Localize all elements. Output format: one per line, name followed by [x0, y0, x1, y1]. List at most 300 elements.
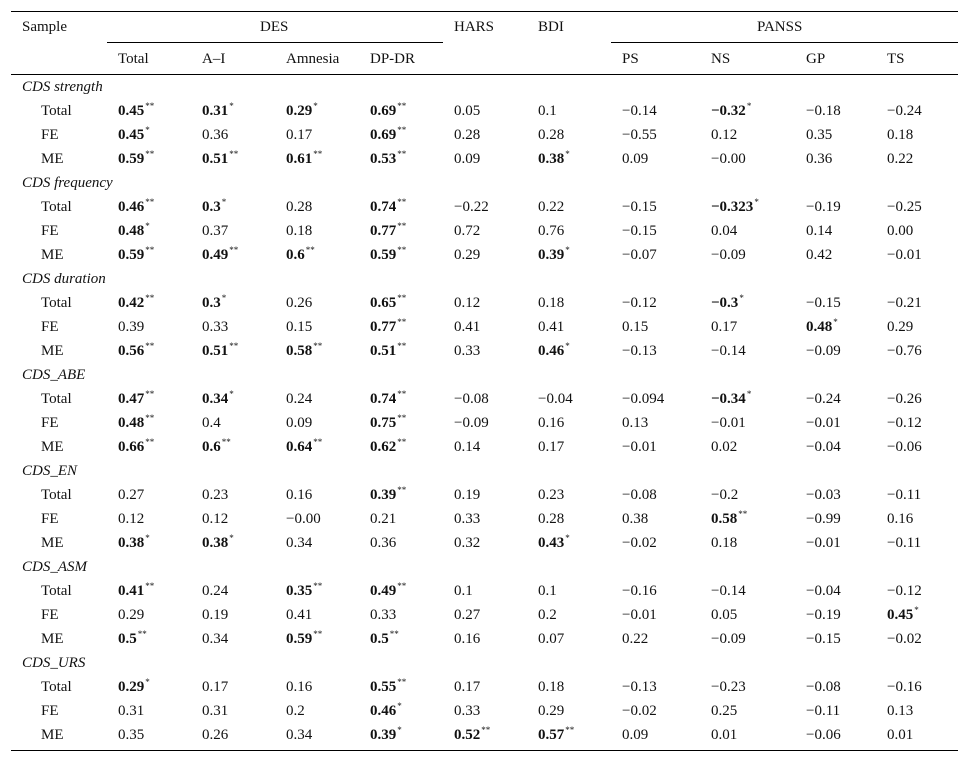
- table-cell: [286, 485, 312, 505]
- cell-value: −0.15: [622, 199, 657, 215]
- significance-marker: **: [145, 293, 155, 303]
- cell-value: −0.22: [454, 199, 489, 215]
- table-cell: [711, 389, 751, 409]
- significance-marker: **: [313, 629, 323, 639]
- row-label: ME: [41, 343, 64, 359]
- table-cell: [454, 197, 489, 217]
- section-title: CDS_ASM: [22, 559, 87, 575]
- table-cell: [202, 581, 228, 601]
- cell-value: 0.3: [202, 199, 221, 215]
- col-header-total: Total: [118, 51, 149, 67]
- cell-value: −0.16: [622, 583, 657, 599]
- table-cell: [887, 125, 913, 145]
- table-cell: [538, 533, 570, 553]
- table-cell: [286, 317, 312, 337]
- table-cell: [806, 389, 841, 409]
- cell-value: 0.26: [286, 295, 313, 311]
- cell-value: 0.41: [454, 319, 481, 335]
- significance-marker: *: [145, 221, 150, 231]
- row-label: Total: [41, 199, 72, 215]
- table-cell: [370, 629, 399, 649]
- cell-value: 0.2: [538, 607, 557, 623]
- table-cell: [118, 605, 144, 625]
- cell-value: −0.02: [622, 535, 657, 551]
- sample-header: Sample: [22, 19, 67, 35]
- cell-value: 0.33: [454, 703, 481, 719]
- table-cell: [286, 437, 322, 457]
- row-label: FE: [41, 415, 59, 431]
- table-cell: [202, 533, 234, 553]
- significance-marker: *: [833, 317, 838, 327]
- cell-value: 0.56: [118, 343, 145, 359]
- table-cell: [202, 725, 228, 745]
- table-cell: [202, 437, 231, 457]
- table-cell: [286, 389, 312, 409]
- table-cell: [286, 725, 312, 745]
- table-cell: [806, 221, 832, 241]
- table-cell: [711, 197, 759, 217]
- table-cell: [538, 197, 564, 217]
- significance-marker: **: [397, 101, 407, 111]
- table-cell: [622, 413, 648, 433]
- table-cell: [118, 533, 150, 553]
- cell-value: −0.24: [887, 103, 922, 119]
- table-cell: [711, 677, 746, 697]
- table-cell: [202, 101, 234, 121]
- cell-value: −0.11: [887, 535, 922, 551]
- cell-value: −0.09: [806, 343, 841, 359]
- table-cell: [202, 509, 228, 529]
- cell-value: −0.11: [806, 703, 841, 719]
- cell-value: 0.59: [370, 247, 397, 263]
- significance-marker: *: [565, 149, 570, 159]
- cell-value: −0.08: [454, 391, 489, 407]
- table-cell: [711, 293, 744, 313]
- cell-value: 0.22: [538, 199, 565, 215]
- cell-value: 0.22: [622, 631, 649, 647]
- cell-value: 0.26: [202, 727, 229, 743]
- cell-value: 0.6: [202, 439, 221, 455]
- cell-value: 0.29: [118, 679, 145, 695]
- significance-marker: **: [305, 245, 315, 255]
- table-cell: [286, 245, 315, 265]
- significance-marker: **: [397, 317, 407, 327]
- significance-marker: *: [145, 677, 150, 687]
- cell-value: 0.29: [286, 103, 313, 119]
- cell-value: 0.28: [538, 511, 565, 527]
- cell-value: 0.34: [286, 727, 313, 743]
- cell-value: −0.21: [887, 295, 922, 311]
- row-label: FE: [41, 607, 59, 623]
- cell-value: 0.17: [454, 679, 481, 695]
- table-cell: [370, 293, 406, 313]
- table-cell: [118, 725, 144, 745]
- table-cell: [202, 149, 238, 169]
- table-cell: [118, 413, 154, 433]
- cell-value: 0.48: [806, 319, 833, 335]
- cell-value: 0.34: [286, 535, 313, 551]
- cell-value: −0.19: [806, 607, 841, 623]
- col-header-dpdr: DP-DR: [370, 51, 416, 67]
- table-cell: [202, 221, 228, 241]
- significance-marker: *: [221, 293, 227, 303]
- table-cell: [454, 149, 480, 169]
- cell-value: −0.01: [806, 535, 841, 551]
- table-cell: [622, 101, 657, 121]
- table-cell: [711, 125, 737, 145]
- cell-value: 0.21: [370, 511, 397, 527]
- cell-value: 0.49: [370, 583, 397, 599]
- cell-value: 0.36: [370, 535, 397, 551]
- cell-value: 0.16: [454, 631, 481, 647]
- significance-marker: **: [145, 341, 155, 351]
- cell-value: 0.3: [202, 295, 221, 311]
- panss-header: PANSS: [757, 19, 803, 35]
- cell-value: 0.13: [622, 415, 649, 431]
- cell-value: 0.09: [454, 151, 481, 167]
- table-cell: [202, 485, 228, 505]
- cell-value: 0.18: [887, 127, 914, 143]
- significance-marker: **: [481, 725, 491, 735]
- table-cell: [806, 701, 840, 721]
- table-cell: [538, 437, 564, 457]
- cell-value: −0.09: [711, 631, 746, 647]
- cell-value: 0.33: [454, 343, 481, 359]
- table-cell: [202, 389, 234, 409]
- table-cell: [118, 701, 144, 721]
- table-cell: [711, 533, 737, 553]
- col-header-gp: GP: [806, 51, 826, 67]
- cell-value: −0.09: [711, 247, 746, 263]
- panss-group-rule: [611, 42, 958, 43]
- table-cell: [806, 533, 841, 553]
- table-cell: [454, 221, 480, 241]
- cell-value: 0.59: [118, 247, 145, 263]
- table-cell: [711, 149, 746, 169]
- significance-marker: **: [397, 389, 407, 399]
- cell-value: 0.39: [370, 727, 397, 743]
- cell-value: 0.18: [538, 295, 565, 311]
- cell-value: 0.4: [202, 415, 221, 431]
- table-cell: [286, 677, 312, 697]
- significance-marker: **: [313, 149, 323, 159]
- significance-marker: **: [397, 245, 407, 255]
- cell-value: 0.66: [118, 439, 145, 455]
- cell-value: −0.09: [454, 415, 489, 431]
- table-cell: [711, 581, 746, 601]
- cell-value: −0.03: [806, 487, 841, 503]
- cell-value: 0.49: [202, 247, 229, 263]
- cell-value: −0.26: [887, 391, 922, 407]
- cell-value: 0.31: [202, 103, 229, 119]
- table-cell: [806, 101, 841, 121]
- table-cell: [286, 221, 312, 241]
- row-label: ME: [41, 151, 64, 167]
- table-cell: [806, 437, 841, 457]
- significance-marker: **: [145, 413, 155, 423]
- cell-value: 0.28: [454, 127, 481, 143]
- cell-value: 0.6: [286, 247, 305, 263]
- table-cell: [370, 317, 406, 337]
- cell-value: 0.23: [538, 487, 565, 503]
- cell-value: −0.07: [622, 247, 657, 263]
- cell-value: 0.69: [370, 103, 397, 119]
- cell-value: 0.18: [286, 223, 313, 239]
- table-cell: [622, 725, 648, 745]
- table-cell: [454, 533, 480, 553]
- cell-value: 0.41: [118, 583, 145, 599]
- cell-value: −0.14: [711, 583, 746, 599]
- table-cell: [286, 149, 322, 169]
- table-cell: [622, 293, 657, 313]
- cell-value: 0.01: [711, 727, 738, 743]
- table-cell: [454, 677, 480, 697]
- table-cell: [118, 317, 144, 337]
- cell-value: 0.65: [370, 295, 397, 311]
- cell-value: −0.16: [887, 679, 922, 695]
- cell-value: −0.04: [806, 439, 841, 455]
- row-label: ME: [41, 727, 64, 743]
- cell-value: 0.58: [711, 511, 738, 527]
- cell-value: 0.36: [806, 151, 833, 167]
- significance-marker: *: [229, 533, 234, 543]
- table-cell: [118, 293, 154, 313]
- row-label: ME: [41, 535, 64, 551]
- significance-marker: *: [565, 245, 570, 255]
- table-cell: [370, 101, 406, 121]
- table-cell: [538, 485, 564, 505]
- table-cell: [806, 677, 841, 697]
- table-cell: [538, 677, 564, 697]
- cell-value: 0.14: [806, 223, 833, 239]
- table-cell: [711, 725, 737, 745]
- cell-value: −0.04: [538, 391, 573, 407]
- table-cell: [202, 629, 228, 649]
- table-cell: [806, 605, 841, 625]
- table-cell: [454, 341, 480, 361]
- cell-value: 0.38: [202, 535, 229, 551]
- table-cell: [806, 509, 841, 529]
- cell-value: −0.12: [622, 295, 657, 311]
- table-cell: [454, 245, 480, 265]
- significance-marker: *: [221, 197, 227, 207]
- table-cell: [711, 341, 746, 361]
- table-cell: [202, 605, 228, 625]
- significance-marker: **: [397, 677, 407, 687]
- cell-value: 0.51: [202, 151, 229, 167]
- table-cell: [118, 437, 154, 457]
- cell-value: 0.36: [202, 127, 229, 143]
- significance-marker: **: [397, 413, 407, 423]
- cell-value: 0.19: [454, 487, 481, 503]
- cell-value: 0.34: [202, 631, 229, 647]
- table-cell: [454, 437, 480, 457]
- table-cell: [887, 677, 922, 697]
- cell-value: 0.77: [370, 319, 397, 335]
- significance-marker: **: [389, 629, 399, 639]
- significance-marker: **: [313, 581, 323, 591]
- significance-marker: **: [145, 101, 155, 111]
- cell-value: 0.35: [118, 727, 145, 743]
- cell-value: −0.34: [711, 391, 746, 407]
- table-cell: [887, 293, 922, 313]
- cell-value: 0.39: [118, 319, 145, 335]
- table-cell: [454, 125, 480, 145]
- cell-value: −0.15: [622, 223, 657, 239]
- cell-value: 0.64: [286, 439, 313, 455]
- des-group-rule: [107, 42, 443, 43]
- row-label: Total: [41, 679, 72, 695]
- cell-value: 0.38: [538, 151, 565, 167]
- table-cell: [806, 317, 838, 337]
- significance-marker: **: [229, 245, 239, 255]
- cell-value: 0.28: [286, 199, 313, 215]
- cell-value: 0.09: [286, 415, 313, 431]
- cell-value: 0.2: [286, 703, 305, 719]
- cell-value: −0.76: [887, 343, 922, 359]
- cell-value: 0.32: [454, 535, 481, 551]
- cell-value: −0.01: [711, 415, 746, 431]
- cell-value: 0.12: [202, 511, 229, 527]
- table-cell: [286, 629, 322, 649]
- cell-value: 0.29: [454, 247, 481, 263]
- table-cell: [370, 677, 406, 697]
- table-cell: [711, 101, 751, 121]
- cell-value: 0.51: [202, 343, 229, 359]
- cell-value: −0.32: [711, 103, 746, 119]
- table-cell: [622, 245, 657, 265]
- cell-value: 0.5: [118, 631, 137, 647]
- section-title: CDS frequency: [22, 175, 113, 191]
- cell-value: 0.16: [286, 679, 313, 695]
- cell-value: 0.45: [118, 103, 145, 119]
- section-title: CDS_URS: [22, 655, 86, 671]
- table-cell: [202, 245, 238, 265]
- table-cell: [202, 197, 226, 217]
- table-cell: [202, 125, 228, 145]
- cell-value: 0.16: [286, 487, 313, 503]
- row-label: Total: [41, 391, 72, 407]
- significance-marker: *: [746, 389, 752, 399]
- table-cell: [118, 341, 154, 361]
- table-cell: [370, 605, 396, 625]
- cell-value: 0.33: [202, 319, 229, 335]
- table-cell: [711, 221, 737, 241]
- table-cell: [454, 725, 490, 745]
- correlation-table: [11, 11, 958, 751]
- col-header-ns: NS: [711, 51, 731, 67]
- table-cell: [118, 389, 154, 409]
- cell-value: 0.57: [538, 727, 565, 743]
- significance-marker: *: [313, 101, 318, 111]
- table-cell: [370, 581, 406, 601]
- significance-marker: **: [145, 581, 155, 591]
- cell-value: 0.52: [454, 727, 481, 743]
- table-cell: [454, 485, 480, 505]
- row-label: FE: [41, 223, 59, 239]
- table-cell: [202, 341, 238, 361]
- table-cell: [887, 509, 913, 529]
- cell-value: 0.41: [538, 319, 565, 335]
- table-cell: [370, 221, 406, 241]
- row-label: FE: [41, 127, 59, 143]
- significance-marker: **: [397, 581, 407, 591]
- table-cell: [118, 629, 147, 649]
- significance-marker: **: [565, 725, 575, 735]
- table-cell: [622, 533, 657, 553]
- cell-value: 0.17: [286, 127, 313, 143]
- table-cell: [887, 437, 922, 457]
- row-label: Total: [41, 103, 72, 119]
- cell-value: 0.77: [370, 223, 397, 239]
- table-cell: [887, 629, 922, 649]
- table-cell: [711, 629, 746, 649]
- cell-value: 0.07: [538, 631, 565, 647]
- table-cell: [286, 533, 312, 553]
- cell-value: −0.00: [286, 511, 321, 527]
- cell-value: 0.25: [711, 703, 738, 719]
- significance-marker: **: [221, 437, 231, 447]
- table-cell: [286, 509, 321, 529]
- bdi-header: BDI: [538, 19, 564, 35]
- table-cell: [538, 389, 573, 409]
- significance-marker: **: [397, 197, 407, 207]
- table-cell: [118, 197, 154, 217]
- table-cell: [118, 101, 154, 121]
- col-header-ps: PS: [622, 51, 639, 67]
- table-cell: [202, 317, 228, 337]
- table-cell: [887, 245, 922, 265]
- table-cell: [286, 197, 312, 217]
- table-cell: [622, 701, 657, 721]
- cell-value: −0.01: [622, 439, 657, 455]
- cell-value: 0.41: [286, 607, 313, 623]
- table-cell: [538, 581, 557, 601]
- cell-value: 0.46: [118, 199, 145, 215]
- cell-value: 0.19: [202, 607, 229, 623]
- table-cell: [286, 293, 312, 313]
- cell-value: −0.3: [711, 295, 739, 311]
- cell-value: 0.47: [118, 391, 145, 407]
- cell-value: 0.39: [538, 247, 565, 263]
- table-cell: [370, 125, 406, 145]
- row-label: FE: [41, 511, 59, 527]
- table-cell: [118, 485, 144, 505]
- cell-value: 0.15: [622, 319, 649, 335]
- significance-marker: **: [145, 245, 155, 255]
- cell-value: 0.1: [538, 103, 557, 119]
- significance-marker: *: [739, 293, 744, 303]
- cell-value: −0.01: [806, 415, 841, 431]
- cell-value: −0.02: [622, 703, 657, 719]
- cell-value: 0.5: [370, 631, 389, 647]
- table-cell: [887, 413, 922, 433]
- table-cell: [538, 341, 570, 361]
- cell-value: 0.04: [711, 223, 738, 239]
- cell-value: −0.11: [887, 487, 922, 503]
- cell-value: −0.01: [622, 607, 657, 623]
- cell-value: 0.74: [370, 391, 397, 407]
- cell-value: −0.06: [887, 439, 922, 455]
- cell-value: −0.12: [887, 583, 922, 599]
- table-cell: [538, 245, 570, 265]
- table-cell: [538, 149, 570, 169]
- cell-value: 0.38: [118, 535, 145, 551]
- table-cell: [622, 149, 648, 169]
- row-label: Total: [41, 583, 72, 599]
- row-label: Total: [41, 487, 72, 503]
- table-cell: [622, 221, 657, 241]
